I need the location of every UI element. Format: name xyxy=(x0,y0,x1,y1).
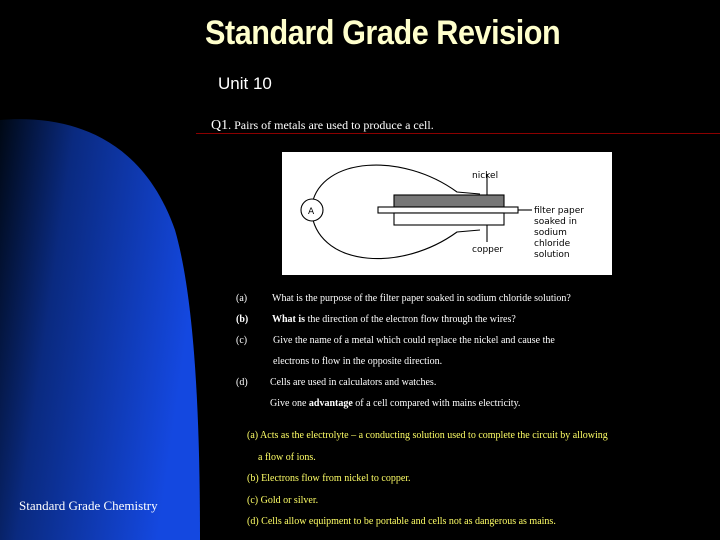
part-d-text2-bold: advantage xyxy=(308,398,353,409)
part-c-text: Give the name of a metal which could replace the nickel and cause the xyxy=(273,335,555,346)
filter-label-2: soaked in xyxy=(534,217,577,227)
copper-label: copper xyxy=(472,245,504,255)
footer-text: Standard Grade Chemistry xyxy=(19,498,158,513)
answer-d: (d) Cells allow equipment to be portable and cells not as dangerous as mains. xyxy=(247,516,556,527)
filter-label-5: solution xyxy=(534,250,570,260)
part-d-text2-pre: Give one xyxy=(270,398,309,409)
filter-paper xyxy=(378,207,518,213)
part-b-text: the direction of the electron flow through the wires? xyxy=(305,314,516,325)
answers-block xyxy=(247,425,608,533)
answer-c: (c) Gold or silver. xyxy=(247,494,319,506)
answer-b: (b) Electrons flow from nickel to copper. xyxy=(247,473,411,484)
question-number: Q1 xyxy=(211,118,229,133)
part-a-text: What is the purpose of the filter paper soaked in sodium chloride solution? xyxy=(272,293,571,304)
cell-diagram xyxy=(282,152,612,275)
part-d-text: Cells are used in calculators and watches. xyxy=(270,377,437,388)
answer-a: (a) Acts as the electrolyte – a conducting solution used to complete the circuit by allowing xyxy=(247,430,608,441)
part-b-bold: What is xyxy=(272,314,306,325)
answer-a-cont: a flow of ions. xyxy=(258,451,316,463)
part-d-text2-post: of a cell compared with mains electricity. xyxy=(352,398,521,409)
filter-label-4: chloride xyxy=(534,239,571,249)
question-text xyxy=(211,118,434,134)
copper-plate xyxy=(394,213,504,225)
nickel-plate xyxy=(394,195,504,207)
filter-label-1: filter paper xyxy=(534,206,584,216)
unit-label: Unit 10 xyxy=(218,74,272,93)
cell-diagram-svg xyxy=(282,152,612,275)
ammeter-label: A xyxy=(308,207,315,217)
question-body: . Pairs of metals are used to produce a cell. xyxy=(228,118,434,132)
part-d-label: (d) xyxy=(236,377,248,388)
filter-label-3: sodium xyxy=(534,228,567,238)
part-c-text2: electrons to flow in the opposite direction. xyxy=(273,356,443,367)
part-c-label: (c) xyxy=(236,335,248,346)
part-b-label: (b) xyxy=(236,314,249,325)
nickel-label: nickel xyxy=(472,171,499,181)
part-a-label: (a) xyxy=(236,293,248,304)
slide-title: Standard Grade Revision xyxy=(205,14,561,52)
